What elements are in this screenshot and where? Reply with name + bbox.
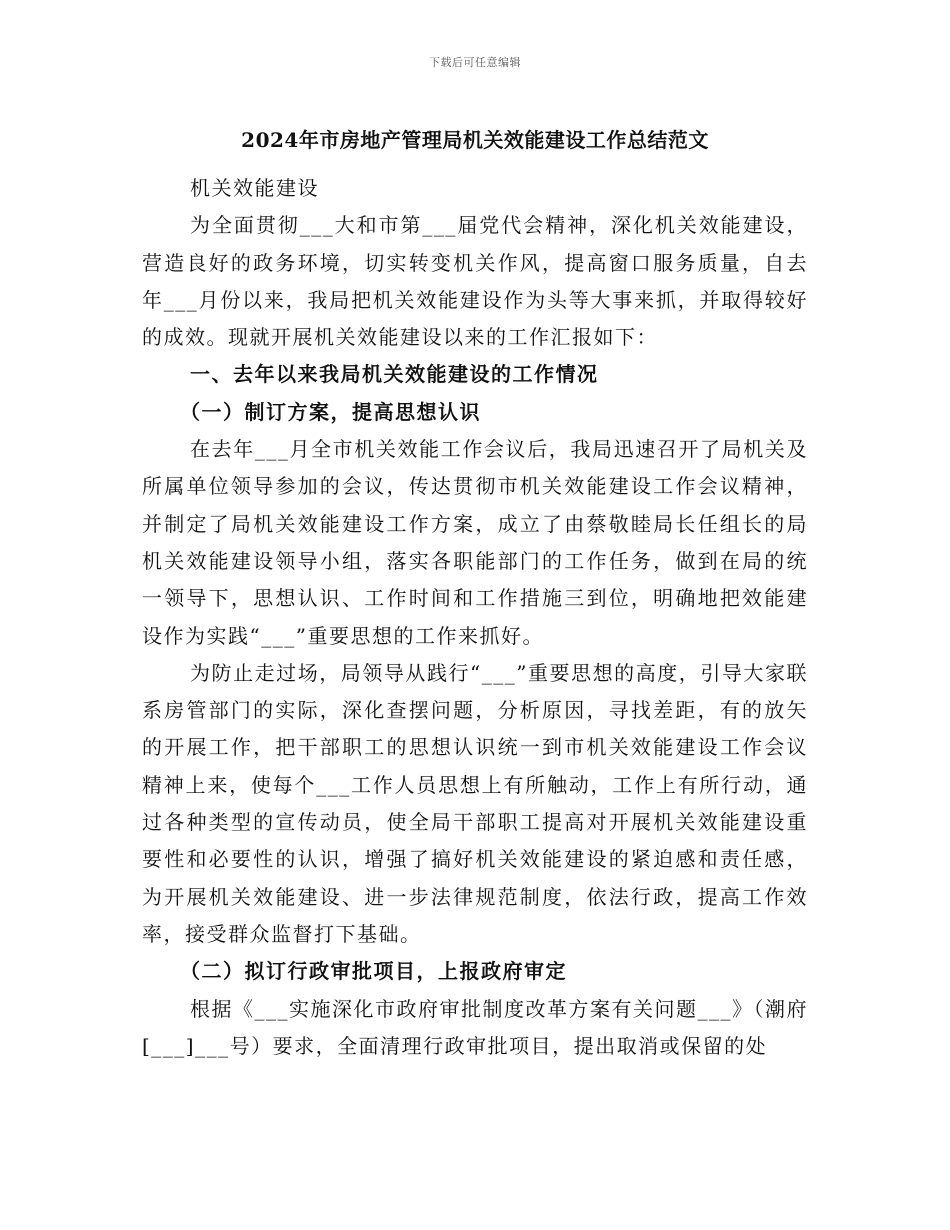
paragraph-body-1: 在去年___月全市机关效能工作会议后，我局迅速召开了局机关及所属单位领导参加的会议，传达贯彻市机关效能建设工作会议精神，并制定了局机关效能建设工作方案，成立了由蔡敬睦局长任组长的局机关效能建设领导小组，落实各职能部门的工作任务，做到在局的统一领导下，思想认识、工作时间和工作措施三到位，明确地把效能建设作为实践“___”重要思想的工作来抓好。 — [142, 437, 808, 648]
section-heading-1: 一、去年以来我局机关效能建设的工作情况 — [190, 362, 599, 387]
subsection-heading-1: （一）制订方案，提高思想认识 — [180, 399, 481, 424]
paragraph-body-3: 根据《___实施深化市政府审批制度改革方案有关问题___》（潮府[___]___号）要求，全面清理行政审批项目，提出取消或保留的处 — [142, 996, 808, 1058]
header-note: 下载后可任意编辑 — [429, 56, 521, 69]
document-title: 2024年市房地产管理局机关效能建设工作总结范文 — [241, 128, 709, 152]
paragraph-subject: 机关效能建设 — [190, 176, 319, 200]
document-body — [142, 170, 808, 1065]
paragraph-intro: 为全面贯彻___大和市第___届党代会精神，深化机关效能建设，营造良好的政务环境，切实转变机关作风，提高窗口服务质量，自去年___月份以来，我局把机关效能建设作为头等大事来抓，并取得较好的成效。现就开展机关效能建设以来的工作汇报如下： — [142, 213, 808, 350]
subsection-heading-2: （二）拟订行政审批项目，上报政府审定 — [180, 959, 567, 984]
paragraph-body-2: 为防止走过场，局领导从践行“___”重要思想的高度，引导大家联系房管部门的实际，深化查摆问题，分析原因，寻找差距，有的放矢的开展工作，把干部职工的思想认识统一到市机关效能建设工作会议精神上来，使每个___工作人员思想上有所触动，工作上有所行动，通过各种类型的宣传动员，使全局干部职工提高对开展机关效能建设重要性和必要性的认识，增强了搞好机关效能建设的紧迫感和责任感，为开展机关效能建设、进一步法律规范制度，依法行政，提高工作效率，接受群众监督打下基础。 — [142, 660, 808, 946]
